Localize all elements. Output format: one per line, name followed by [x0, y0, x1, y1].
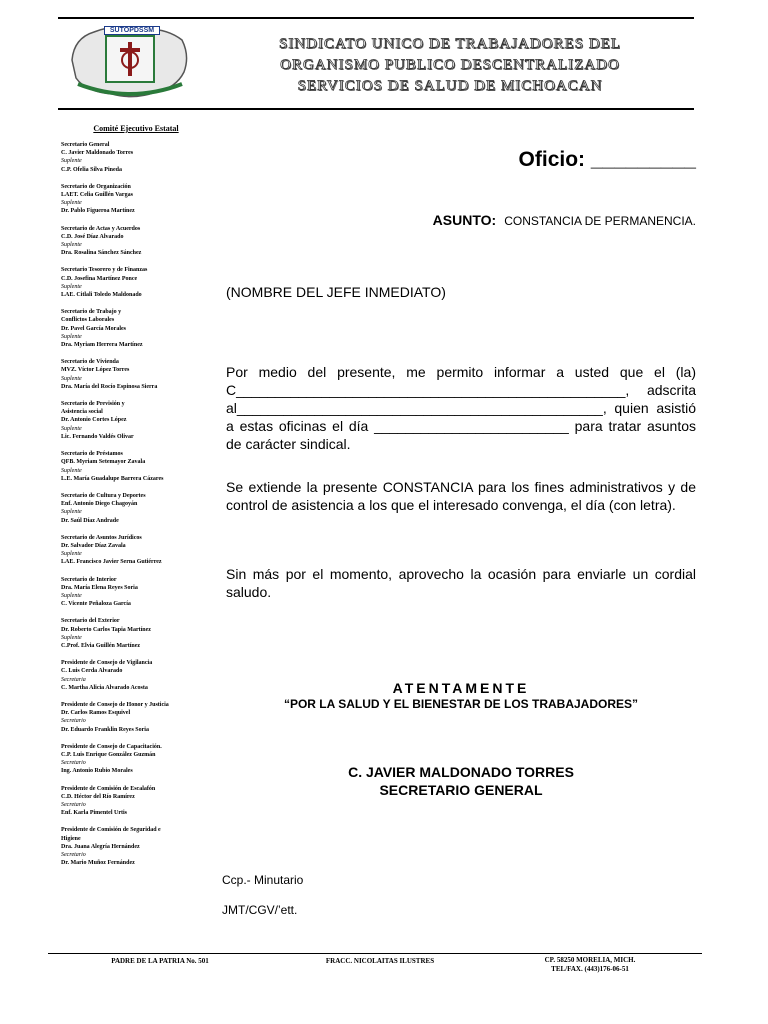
- member-name: C.D. Héctor del Río Ramírez: [61, 793, 135, 800]
- footer-rule: [48, 953, 702, 954]
- member-sub-name: Ing. Antonio Rubio Morales: [61, 768, 133, 775]
- member-role: Secretario de Previsión y: [61, 401, 125, 408]
- org-name-line2: ORGANISMO PUBLICO DESCENTRALIZADO: [280, 57, 620, 73]
- member-sub-name: Dr. Pablo Figueroa Martínez: [61, 208, 135, 215]
- header-top-rule: [58, 17, 694, 19]
- asunto-line: [433, 212, 696, 228]
- member-sub-label: Suplente: [61, 158, 82, 165]
- body-paragraph-2: Se extiende la presente CONSTANCIA para los fines administrativos y de control de asistencia a los que el interesado convenga, el día (con letra).: [226, 479, 696, 513]
- member-sub-name: Dra. María del Rocío Espinosa Sierra: [61, 383, 158, 390]
- member-name: C.D. Josefina Martínez Ponce: [61, 275, 138, 282]
- committee-list: [61, 141, 211, 867]
- member-name: Dr. Roberto Carlos Tapia Martínez: [61, 626, 151, 633]
- committee-member-group: [61, 225, 211, 258]
- footer-address: PADRE DE LA PATRIA No. 501: [111, 957, 209, 965]
- member-role: Presidente de Consejo de Vigilancia: [61, 660, 153, 667]
- member-role2: Conflictos Laborales: [61, 317, 115, 324]
- member-role: Secretario de Vivienda: [61, 359, 119, 366]
- committee-member-group: [61, 534, 211, 567]
- member-sub-name: Dra. Myriam Herrera Martínez: [61, 342, 143, 349]
- member-sub-label: Suplente: [61, 242, 82, 249]
- committee-member-group: [61, 358, 211, 391]
- committee-member-group: [61, 826, 211, 867]
- member-sub-name: Dr. Mario Muñoz Fernández: [61, 860, 135, 867]
- member-sub-label: Suplente: [61, 634, 82, 641]
- member-sub-label: Suplente: [61, 283, 82, 290]
- sidebar-title: Comité Ejecutivo Estatal: [93, 124, 179, 133]
- committee-sidebar: [61, 124, 211, 876]
- member-sub-name: Dr. Saúl Díaz Andrade: [61, 517, 119, 524]
- member-sub-label: Suplente: [61, 592, 82, 599]
- footer-colonia: FRACC. NICOLAITAS ILUSTRES: [325, 957, 435, 965]
- reference-initials: JMT/CGV/’ett.: [222, 903, 298, 917]
- committee-member-group: [61, 492, 211, 525]
- member-sub-name: Enf. Karla Pimentel Urtis: [61, 810, 127, 817]
- member-role: Presidente de Comisión de Escalafón: [61, 785, 156, 792]
- member-role: Presidente de Comisión de Seguridad e: [61, 827, 161, 834]
- member-sub-label: Suplente: [61, 467, 82, 474]
- member-role: Secretario de Interior: [61, 576, 117, 583]
- member-sub-label: Suplente: [61, 425, 82, 432]
- org-name-line1: SINDICATO UNICO DE TRABAJADORES DEL: [279, 36, 621, 52]
- member-name: C. Luis Cerda Alvarado: [61, 668, 123, 675]
- member-role: Secretario de Trabajo y: [61, 309, 122, 316]
- member-sub-label: Suplente: [61, 200, 82, 207]
- member-sub-name: C.Prof. Elvia Guillén Martínez: [61, 642, 141, 649]
- member-sub-name: LAE. Francisco Javier Serna Gutiérrez: [61, 559, 162, 566]
- member-name: LAET. Celia Guillén Vargas: [61, 192, 133, 199]
- committee-member-group: [61, 141, 211, 174]
- member-sub-label: Secretario: [61, 802, 86, 808]
- footer-contact: [520, 956, 660, 974]
- member-name: Dr. Salvador Díaz Zavala: [61, 542, 126, 549]
- committee-member-group: [61, 183, 211, 216]
- member-role2: Asistencia social: [61, 409, 103, 416]
- member-sub-label: Suplente: [61, 333, 82, 340]
- committee-member-group: [61, 576, 211, 609]
- member-sub-label: Secretario: [61, 852, 86, 859]
- member-sub-label: Suplente: [61, 551, 82, 558]
- member-role: Secretario de Cultura y Deportes: [61, 492, 146, 499]
- committee-member-group: [61, 400, 211, 441]
- member-sub-name: LAE. Citlali Toledo Maldonado: [61, 292, 142, 299]
- member-role: Secretario de Préstamos: [61, 451, 123, 458]
- member-role: Secretario General: [61, 142, 110, 148]
- committee-member-group: [61, 659, 211, 692]
- member-role: Secretario del Exterior: [61, 618, 120, 625]
- committee-member-group: [61, 743, 211, 776]
- member-sub-name: C.P. Ofelia Silva Pineda: [61, 166, 122, 173]
- body-paragraph-1: Por medio del presente, me permito informar a usted que el (la) C__________________________________________________, adscrita al_______________________________________________, quien asistió a estas oficinas el día _________________________ para tratar asuntos de carácter sindical.: [226, 364, 696, 452]
- member-role: Secretario de Actas y Acuerdos: [61, 225, 141, 232]
- member-sub-name: C. Vicente Peñaloza García: [61, 601, 131, 608]
- signer-role: SECRETARIO GENERAL: [379, 782, 543, 798]
- recipient-placeholder: (NOMBRE DEL JEFE INMEDIATO): [226, 284, 446, 300]
- member-name: C. Javier Maldonado Torres: [61, 150, 134, 157]
- ccp-line: Ccp.- Minutario: [222, 873, 304, 887]
- signer-name: C. JAVIER MALDONADO TORRES: [348, 764, 574, 780]
- member-sub-label: Secretaria: [61, 676, 86, 683]
- oficio-number: Oficio: _________: [518, 148, 696, 171]
- member-sub-name: L.E. María Guadalupe Barrera Cázares: [61, 475, 164, 482]
- member-role: Secretario Tesorero y de Finanzas: [61, 267, 148, 274]
- committee-member-group: [61, 785, 211, 818]
- motto: “POR LA SALUD Y EL BIENESTAR DE LOS TRABAJADORES”: [283, 697, 639, 711]
- member-name: Dra. María Elena Reyes Soria: [61, 584, 138, 591]
- member-sub-name: C. Martha Alicia Alvarado Acosta: [61, 684, 148, 691]
- footer-city: CP. 58250 MORELIA, MICH.: [544, 956, 636, 964]
- member-name: Dr. Carlos Ramos Esquivel: [61, 710, 131, 717]
- asunto-text: CONSTANCIA DE PERMANENCIA.: [504, 214, 696, 228]
- org-name-line3: SERVICIOS DE SALUD DE MICHOACAN: [297, 78, 603, 94]
- member-role: Presidente de Consejo de Honor y Justicia: [61, 701, 169, 708]
- member-role2: Higiene: [61, 835, 81, 842]
- committee-member-group: [61, 308, 211, 349]
- member-name: Dr. Antonio Cortes López: [61, 417, 127, 424]
- member-role: Secretario de Organización: [61, 183, 131, 190]
- committee-member-group: [61, 450, 211, 483]
- member-name: Dr. Pavel García Morales: [61, 325, 126, 332]
- member-sub-label: Secretario: [61, 760, 86, 767]
- member-name: C.D. José Díaz Alvarado: [61, 233, 124, 240]
- member-sub-name: Dr. Eduardo Franklin Reyes Soria: [61, 726, 149, 733]
- member-name: C.P. Luis Enrique González Guzmán: [61, 751, 156, 758]
- member-name: QFB. Myriam Setemayor Zavala: [61, 459, 146, 466]
- atentamente-heading: ATENTAMENTE: [392, 680, 530, 696]
- member-name: Dra. Juana Alegría Hernández: [61, 843, 140, 850]
- header-bottom-rule: [58, 108, 694, 110]
- member-role: Presidente de Consejo de Capacitación.: [61, 743, 162, 750]
- member-sub-label: Suplente: [61, 509, 82, 516]
- union-logo: [64, 20, 194, 102]
- member-role: Secretario de Asuntos Jurídicos: [61, 534, 142, 541]
- committee-member-group: [61, 701, 211, 734]
- committee-member-group: [61, 266, 211, 299]
- member-sub-name: Lic. Fernando Valdés Olivar: [61, 433, 134, 440]
- logo-text: SUTOPDSSM: [104, 26, 160, 35]
- footer-phone: TEL/FAX. (443)176-06-51: [551, 965, 629, 973]
- member-sub-label: Suplente: [61, 375, 82, 382]
- member-sub-name: Dra. Rosalina Sánchez Sánchez: [61, 250, 142, 257]
- member-name: MVZ. Víctor López Torres: [61, 367, 130, 374]
- member-sub-label: Secretario: [61, 718, 86, 725]
- asunto-label: ASUNTO:: [432, 212, 497, 228]
- body-paragraph-3: Sin más por el momento, aprovecho la ocasión para enviarle un cordial saludo.: [226, 566, 696, 600]
- committee-member-group: [61, 617, 211, 650]
- member-name: Enf. Antonio Diego Chagoyán: [61, 501, 138, 508]
